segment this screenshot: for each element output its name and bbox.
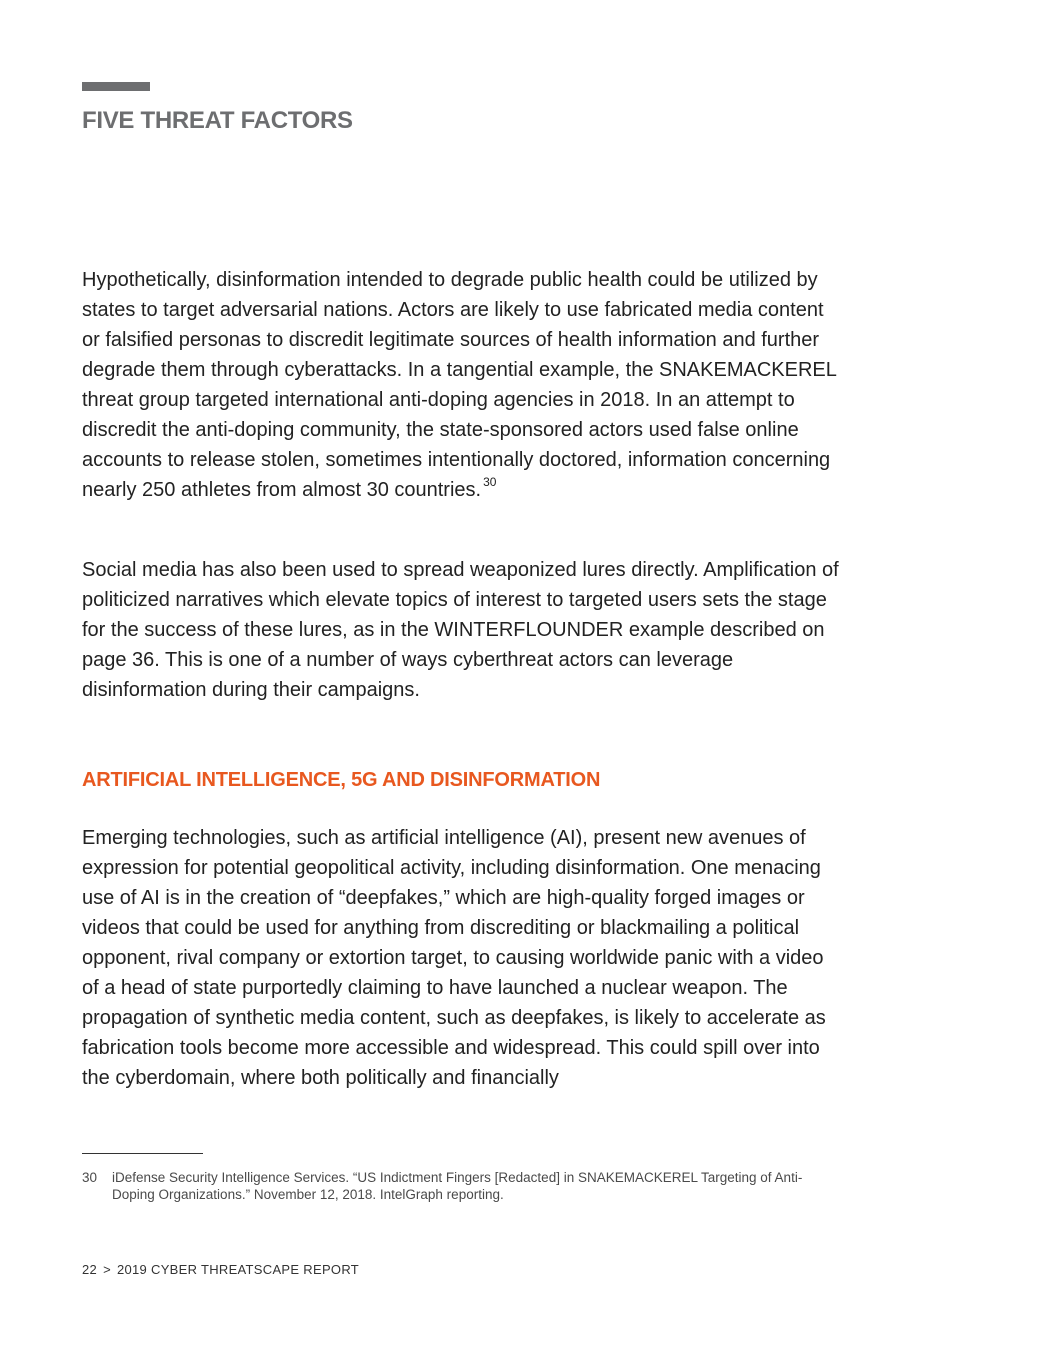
subheading-ai-5g: ARTIFICIAL INTELLIGENCE, 5G AND DISINFORMATION	[82, 769, 601, 791]
footnote	[82, 1169, 842, 1203]
paragraph-emerging-technologies: Emerging technologies, such as artificial intelligence (AI), present new avenues of expression for potential geopolitical activity, including disinformation. One menacing use of AI is in the creation of “deepfakes,” which are high-quality forged images or videos that could be used for anything from discrediting or blackmailing a political opponent, rival company or extortion target, to causing worldwide panic with a video of a head of state purportedly claiming to have launched a nuclear weapon. The propagation of synthetic media content, such as deepfakes, is likely to accelerate as fabrication tools become more accessible and widespread. This could spill over into the cyberdomain, where both politically and financially	[82, 827, 826, 1089]
footnote-text: iDefense Security Intelligence Services. “US Indictment Fingers [Redacted] in SNAKEMACKEREL Targeting of Anti-Doping Organizations.” November 12, 2018. IntelGraph reporting.	[112, 1170, 803, 1202]
footnote-number: 30	[82, 1170, 98, 1185]
footnote-reference[interactable]: 30	[483, 475, 497, 490]
section-title: FIVE THREAT FACTORS	[82, 107, 353, 134]
section-accent-bar	[82, 82, 150, 91]
report-title: 2019 CYBER THREATSCAPE REPORT	[116, 1262, 360, 1277]
page-number: 22	[82, 1262, 98, 1277]
paragraph-social-media-lures: Social media has also been used to spread weaponized lures directly. Amplification of politicized narratives which elevate topics of interest to targeted users sets the stage for the success of these lures, as in the WINTERFLOUNDER example described on page 36. This is one of a number of ways cyberthreat actors can leverage disinformation during their campaigns.	[82, 559, 839, 701]
paragraph-disinformation-health	[82, 265, 842, 505]
paragraph-text: Hypothetically, disinformation intended to degrade public health could be utilized by states to target adversarial nations. Actors are likely to use fabricated media content or falsified personas to discredit legitimate sources of health information and further degrade them through cyberattacks. In a tangential example, the SNAKEMACKEREL threat group targeted international anti-doping agencies in 2018. In an attempt to discredit the anti-doping community, the state-sponsored actors used false online accounts to release stolen, sometimes intentionally doctored, information concerning nearly 250 athletes from almost 30 countries.	[82, 269, 837, 501]
footnote-divider	[82, 1153, 203, 1154]
page-footer	[82, 1262, 359, 1277]
footer-separator: >	[103, 1262, 111, 1277]
